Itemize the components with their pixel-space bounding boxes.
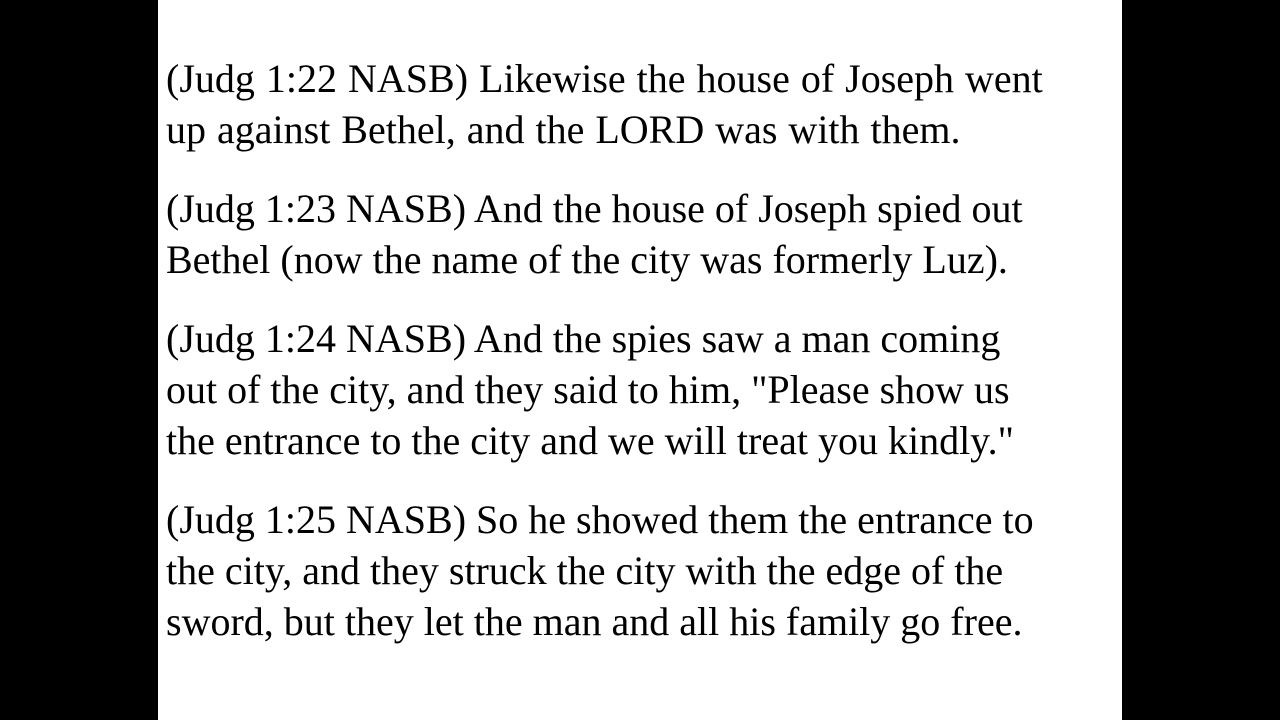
verse-judges-1-25 bbox=[166, 494, 1118, 647]
verse-line: up against Bethel, and the LORD was with them. bbox=[166, 107, 961, 152]
verse-line: (Judg 1:25 NASB) So he showed them the entrance to bbox=[166, 497, 1034, 542]
verse-line: (Judg 1:24 NASB) And the spies saw a man coming bbox=[166, 316, 1001, 361]
verse-list bbox=[166, 53, 1118, 675]
verse-line: sword, but they let the man and all his family go free. bbox=[166, 599, 1023, 644]
verse-judges-1-22 bbox=[166, 53, 1118, 155]
verse-judges-1-24 bbox=[166, 313, 1118, 466]
verse-line: Bethel (now the name of the city was formerly Luz). bbox=[166, 237, 1008, 282]
verse-line: (Judg 1:22 NASB) Likewise the house of Joseph went bbox=[166, 56, 1043, 101]
verse-judges-1-23 bbox=[166, 183, 1118, 285]
verse-line: out of the city, and they said to him, "Please show us bbox=[166, 367, 1010, 412]
verse-line: (Judg 1:23 NASB) And the house of Joseph spied out bbox=[166, 186, 1023, 231]
verse-line: the entrance to the city and we will treat you kindly." bbox=[166, 418, 1014, 463]
slide-page bbox=[158, 0, 1122, 720]
verse-line: the city, and they struck the city with the edge of the bbox=[166, 548, 1004, 593]
